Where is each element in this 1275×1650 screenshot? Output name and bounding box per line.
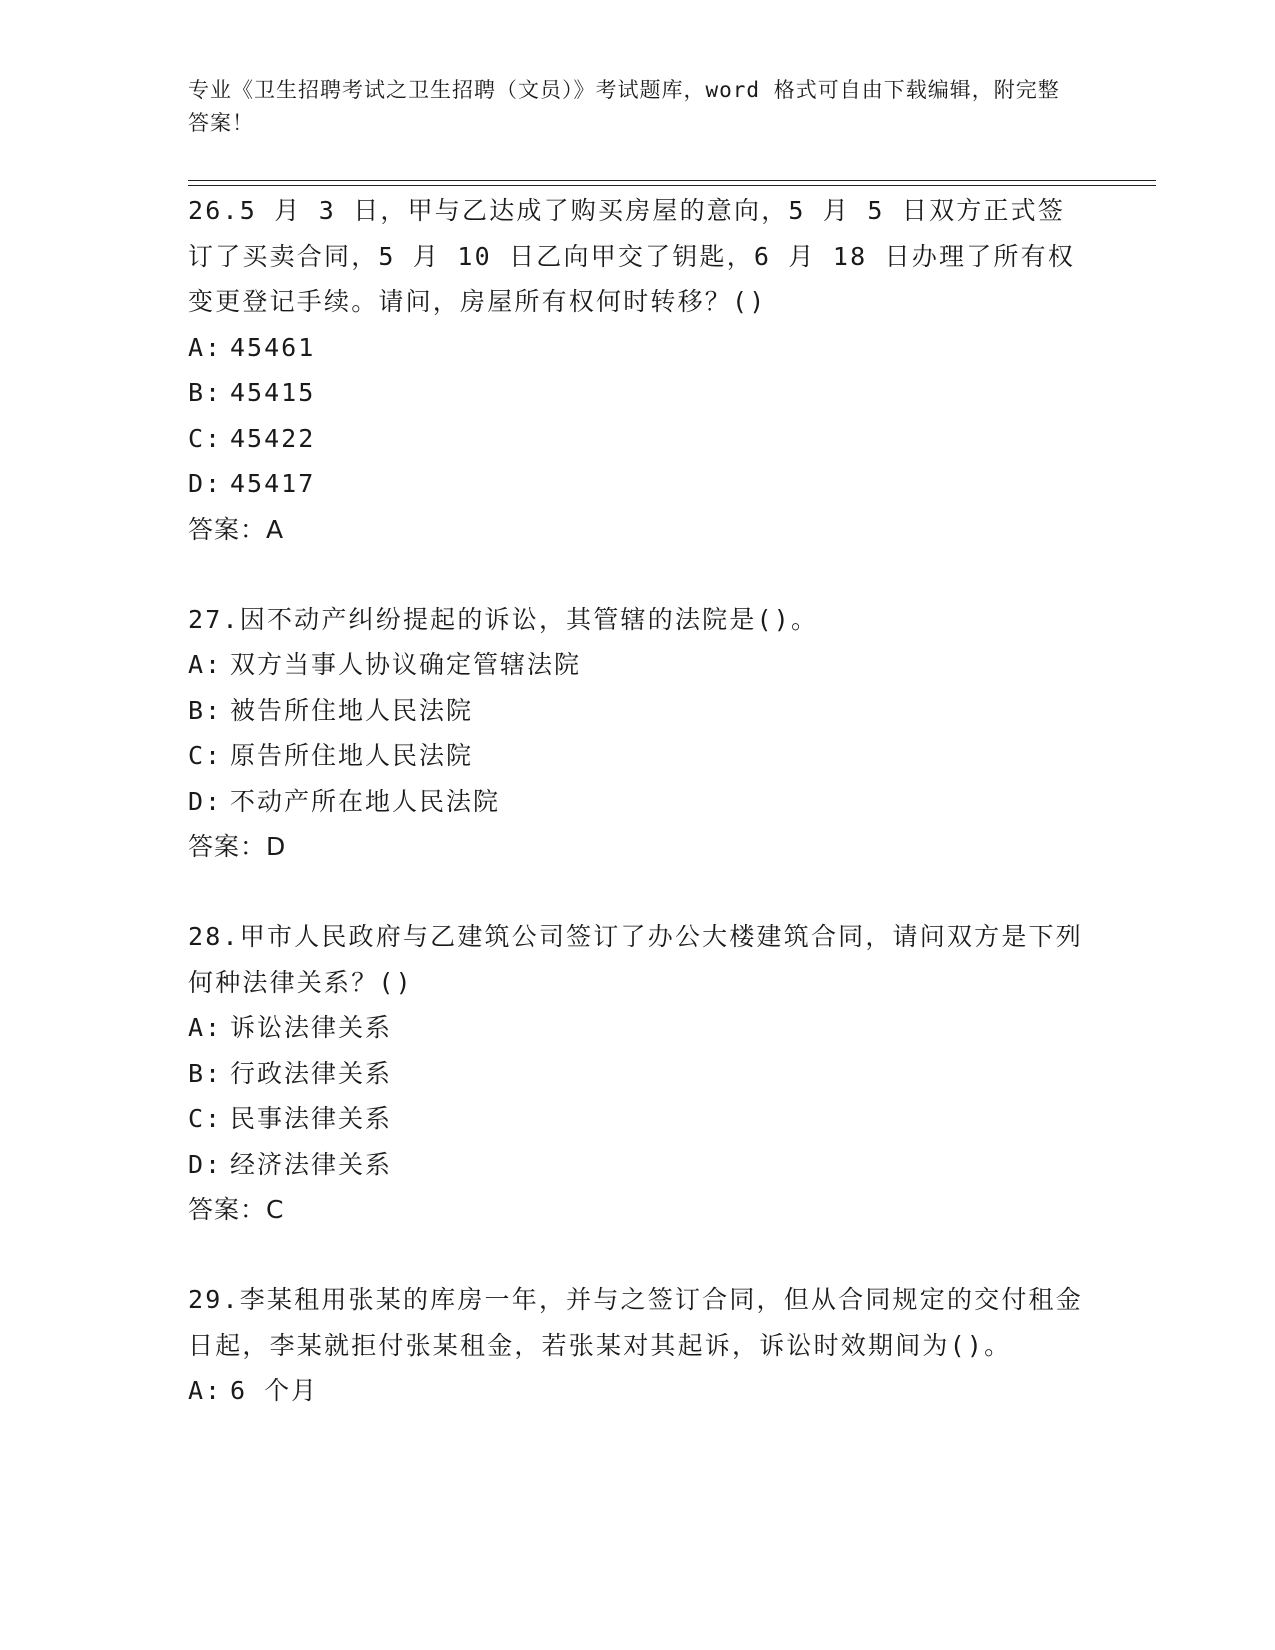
option-key: D: xyxy=(188,786,223,816)
header-divider-bottom xyxy=(188,185,1156,186)
question-stem: 27.因不动产纠纷提起的诉讼，其管辖的法院是()。 xyxy=(188,604,819,634)
option-a xyxy=(188,1368,1088,1414)
option-text: 45422 xyxy=(230,423,316,453)
question-stem: 29.李某租用张某的库房一年，并与之签订合同，但从合同规定的交付租金日起，李某就拒付张某租金，若张某对其起诉，诉讼时效期间为()。 xyxy=(188,1285,1083,1360)
question-stem: 28.甲市人民政府与乙建筑公司签订了办公大楼建筑合同，请问双方是下列何种法律关系？() xyxy=(188,922,1083,997)
document-header: 专业《卫生招聘考试之卫生招聘（文员）》考试题库，word 格式可自由下载编辑，附完整答案！ xyxy=(188,78,1060,135)
option-key: A: xyxy=(188,1013,223,1042)
option-text: 原告所住地人民法院 xyxy=(230,741,474,770)
option-text: 经济法律关系 xyxy=(230,1149,393,1179)
option-b xyxy=(188,370,1088,416)
option-text: 6 个月 xyxy=(230,1376,319,1405)
question-list xyxy=(188,188,1088,1458)
option-text: 被告所住地人民法院 xyxy=(230,695,474,725)
option-key: A: xyxy=(188,1376,223,1405)
option-key: C: xyxy=(188,741,223,770)
option-text: 诉讼法律关系 xyxy=(230,1013,393,1042)
option-key: C: xyxy=(188,423,223,453)
option-key: A: xyxy=(188,650,223,679)
question-28 xyxy=(188,914,1088,1233)
option-a xyxy=(188,1005,1088,1051)
option-d xyxy=(188,779,1088,825)
option-b xyxy=(188,688,1088,734)
option-c xyxy=(188,733,1088,779)
header-divider-top xyxy=(188,180,1156,181)
option-key: A: xyxy=(188,332,223,362)
option-a xyxy=(188,642,1088,688)
option-c xyxy=(188,416,1088,462)
option-d xyxy=(188,461,1088,507)
option-text: 45415 xyxy=(230,378,316,407)
option-key: B: xyxy=(188,695,223,725)
option-key: C: xyxy=(188,1104,223,1133)
option-text: 不动产所在地人民法院 xyxy=(230,786,501,816)
answer-label: 答案：D xyxy=(188,832,287,861)
option-c xyxy=(188,1096,1088,1142)
option-key: D: xyxy=(188,1149,223,1179)
option-text: 45461 xyxy=(230,332,316,362)
question-stem: 26.5 月 3 日，甲与乙达成了购买房屋的意向，5 月 5 日双方正式签订了买卖合同，5 月 10 日乙向甲交了钥匙，6 月 18 日办理了所有权变更登记手续。请问，房屋所有权何时转移？() xyxy=(188,196,1076,316)
option-b xyxy=(188,1051,1088,1097)
option-text: 行政法律关系 xyxy=(230,1058,393,1088)
option-d xyxy=(188,1142,1088,1188)
option-key: D: xyxy=(188,469,223,498)
option-text: 45417 xyxy=(230,469,316,498)
option-text: 民事法律关系 xyxy=(230,1104,393,1133)
question-27 xyxy=(188,597,1088,871)
option-key: B: xyxy=(188,1058,223,1088)
answer-label: 答案：C xyxy=(188,1195,285,1224)
question-26 xyxy=(188,188,1088,553)
option-a xyxy=(188,325,1088,371)
question-29 xyxy=(188,1277,1088,1414)
option-key: B: xyxy=(188,378,223,407)
answer-label: 答案：A xyxy=(188,514,285,544)
option-text: 双方当事人协议确定管辖法院 xyxy=(230,650,582,679)
